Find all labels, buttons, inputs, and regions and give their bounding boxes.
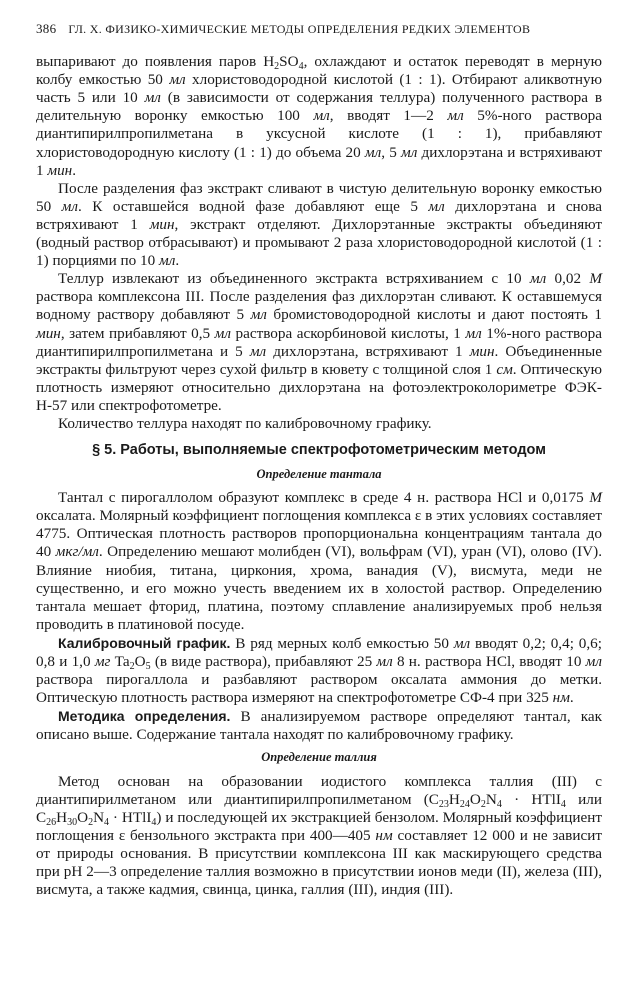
running-title: ГЛ. X. ФИЗИКО-ХИМИЧЕСКИЕ МЕТОДЫ ОПРЕДЕЛЕНИЯ РЕДКИХ ЭЛЕМЕНТОВ bbox=[68, 22, 531, 36]
paragraph: Количество теллура находят по калибровочному графику. bbox=[58, 414, 432, 432]
run-in-heading: Калибровочный график. bbox=[58, 634, 231, 651]
paragraph: выпаривают до появления паров $H_2SO_4$, охлаждают и остаток переводят в мерную колбу емкостью 50 мл хлористоводородной кислотой (1 : 1). Отбирают аликвотную часть 5 или 10 мл (в зависимости от содержания теллура) полученного раствора в делительную воронку емкостью 100 мл, вводят 1—2 мл 5%-ного раствора диантипирилпропилметана в уксусной кислоте (1 : 1), прибавляют хлористоводородную кислоту (1 : 1) до объема 20 мл, 5 мл дихлорэтана и встряхивают 1 мин. bbox=[36, 53, 603, 179]
paragraph: Теллур извлекают из объединенного экстракта встряхиванием с 10 мл 0,02 М раствора комплексона III. После разделения фаз дихлорэтан сливают. К оставшемуся водному раствору добавляют 5 мл бромистоводородной кислоты и дают постоять 1 мин, затем прибавляют 0,5 мл раствора аскорбиновой кислоты, 1 мл 1%-ного раствора диантипирилпропилметана и 5 мл дихлорэтана, встряхивают 1 мин. Объединенные экстракты фильтруют через сухой фильтр в кювету с толщиной слоя 1 см. Оптическую плотность измеряют относительно дихлорэтана на фотоэлектроколориметре ФЭК-Н-57 или спектрофотометре. bbox=[36, 270, 603, 414]
paragraph: Методика определения. В анализируемом растворе определяют тантал, как описано выше. Содержание тантала находят по калибровочному графику. bbox=[36, 708, 602, 744]
paragraph: Калибровочный график. В ряд мерных колб емкостью 50 мл вводят 0,2; 0,4; 0,6; 0,8 и 1,0 мг $Ta_2O_5$ (в виде раствора), прибавляют 25 мл 8 н. раствора HCl, вводят 10 мл раствора пирогаллола и разбавляют раствором оксалата аммония до метки. Оптическую плотность раствора измеряют на спектрофотометре СФ-4 при 325 нм. bbox=[36, 634, 602, 707]
running-head bbox=[36, 20, 602, 38]
subheading-tantalum: Определение тантала bbox=[256, 467, 382, 482]
paragraph: Метод основан на образовании иодистого комплекса таллия (III) с диантипирилметаном или диантипирилпропилметаном ($C_{23}H_{24}O_2N_4$ · HTlI$_4$ или $C_{26}H_{30}O_2N_4$ · HTlI$_4$) и последующей их экстракцией бензолом. Молярный коэффициент поглощения ε бензольного экстракта при 400—405 нм составляет 12 000 и не зависит от природы основания. В присутствии комплексона III как маскирующего средства при pH 2—3 определение таллия возможно в присутствии ионов меди (II), железа (III), висмута, а также кадмия, свинца, цинка, галлия (III), индия (III). bbox=[36, 772, 602, 899]
run-in-heading: Методика определения. bbox=[58, 708, 231, 725]
paragraph: Тантал с пирогаллолом образуют комплекс в среде 4 н. раствора HCl и 0,0175 М оксалата. Молярный коэффициент поглощения комплекса ε в этих условиях составляет 4775. Оптическая плотность растворов пропорциональна концентрациям тантала до 40 мкг/мл. Определению мешают молибден (VI), вольфрам (VI), уран (VI), олово (IV). Влияние ниобия, титана, циркония, хрома, ванадия (V), висмута, меди не существенно, и его можно учесть введением их в холостой раствор. Определению тантала мешает фторид, платина, поэтому сплавление анализируемых проб нельзя проводить в платиновой посуде. bbox=[36, 489, 602, 633]
subheading-thallium: Определение таллия bbox=[261, 750, 377, 765]
paragraph: После разделения фаз экстракт сливают в чистую делительную воронку емкостью 50 мл. К оставшейся водной фазе добавляют еще 5 мл дихлорэтана и снова встряхивают 1 мин, экстракт отделяют. Дихлорэтанные экстракты объединяют (водный раствор отбрасывают) и промывают 2 раза хлористоводородной кислотой (1 : 1) порциями по 10 мл. bbox=[36, 179, 602, 270]
page-number: 386 bbox=[36, 21, 57, 36]
section-title: § 5. Работы, выполняемые спектрофотометрическим методом bbox=[92, 442, 546, 459]
